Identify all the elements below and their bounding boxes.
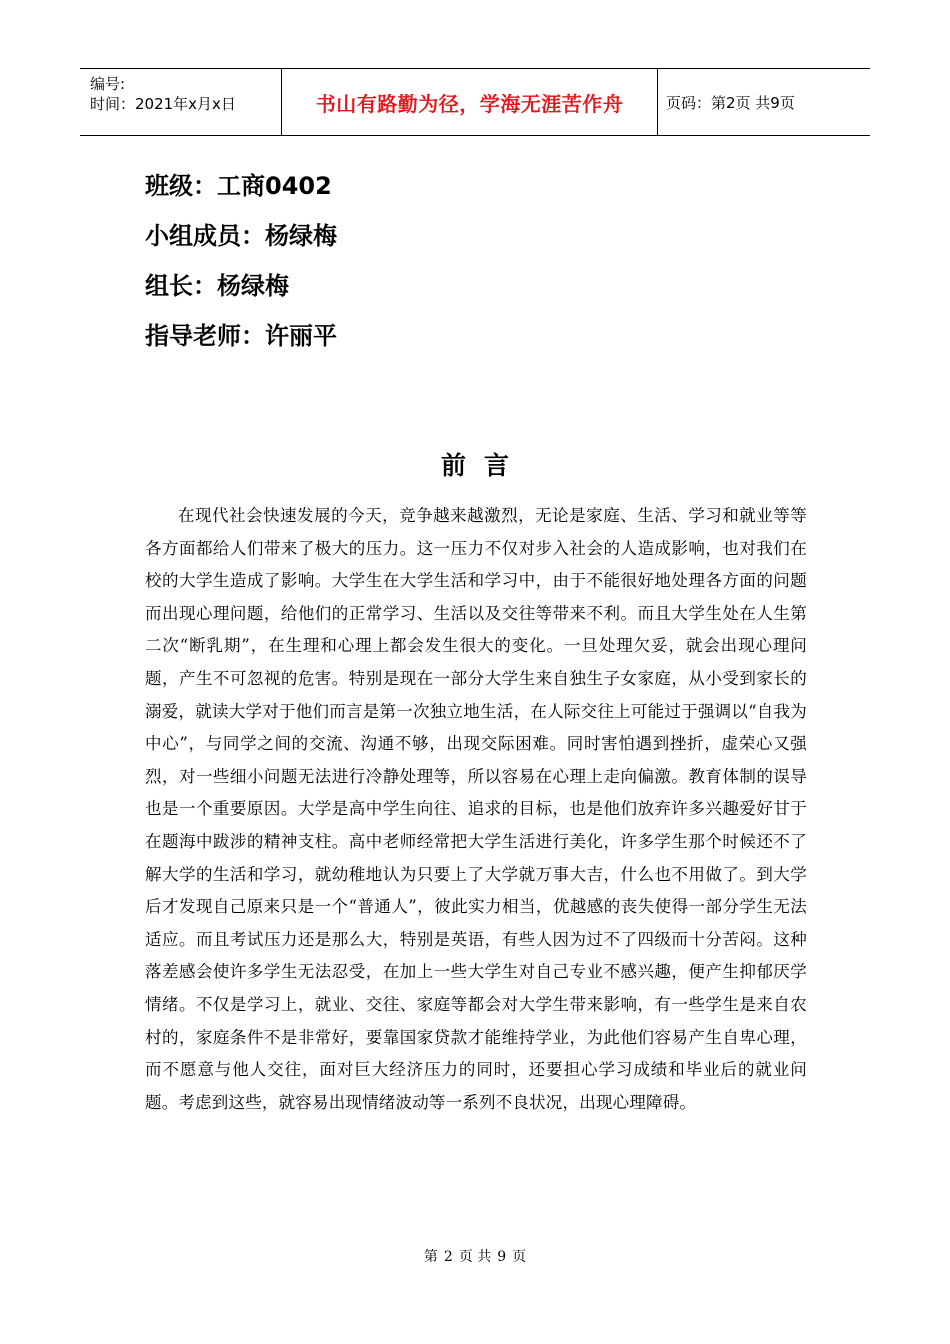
header-page-code: 页码：第2页 共9页 bbox=[666, 93, 795, 112]
advisor-line: 指导老师：许丽平 bbox=[145, 322, 337, 350]
footer-page-mid: 页 共 bbox=[458, 1249, 492, 1265]
header-meta-cell bbox=[80, 69, 281, 135]
section-title: 前言 bbox=[440, 451, 527, 480]
header-page-cell bbox=[658, 69, 870, 135]
preface-paragraph: 在现代社会快速发展的今天，竞争越来越激烈，无论是家庭、生活、学习和就业等等各方面都给人们带来了极大的压力。这一压力不仅对步入社会的人造成影响，也对我们在校的大学生造成了影响。大学生在大学生活和学习中，由于不能很好地处理各方面的问题而出现心理问题，给他们的正常学习、生活以及交往等带来不利。而且大学生处在人生第二次“断乳期”，在生理和心理上都会发生很大的变化。一旦处理欠妥，就会出现心理问题，产生不可忽视的危害。特别是现在一部分大学生来自独生子女家庭，从小受到家长的溺爱，就读大学对于他们而言是第一次独立地生活，在人际交往上可能过于强调以“自我为中心”，与同学之间的交流、沟通不够，出现交际困难。同时害怕遇到挫折，虚荣心又强烈，对一些细小问题无法进行冷静处理等，所以容易在心理上走向偏激。教育体制的误导也是一个重要原因。大学是高中学生向往、追求的目标，也是他们放弃许多兴趣爱好甘于在题海中跋涉的精神支柱。高中老师经常把大学生活进行美化，许多学生那个时候还不了解大学的生活和学习，就幼稚地认为只要上了大学就万事大吉，什么也不用做了。到大学后才发现自己原来只是一个“普通人”，彼此实力相当，优越感的丧失使得一部分学生无法适应。而且考试压力还是那么大，特别是英语，有些人因为过不了四级而十分苦闷。这种落差感会使许多学生无法忍受，在加上一些大学生对自己专业不感兴趣，便产生抑郁厌学情绪。不仅是学习上，就业、交往、家庭等都会对大学生带来影响，有一些学生是来自农村的，家庭条件不是非常好，要靠国家贷款才能维持学业，为此他们容易产生自卑心理，而不愿意与他人交往，面对巨大经济压力的同时，还要担心学习成绩和毕业后的就业问题。考虑到这些，就容易出现情绪波动等一系列不良状况，出现心理障碍。 bbox=[145, 506, 807, 1112]
document-date-label: 时间：2021年x月x日 bbox=[90, 95, 236, 113]
document-number-label: 编号: bbox=[90, 75, 126, 93]
members-line: 小组成员：杨绿梅 bbox=[145, 222, 337, 250]
page-footer bbox=[0, 1246, 950, 1266]
footer-page-suffix: 页 bbox=[512, 1249, 527, 1265]
footer-page-prefix: 第 bbox=[423, 1249, 438, 1265]
info-block bbox=[145, 168, 337, 368]
class-line: 班级：工商0402 bbox=[145, 172, 332, 200]
header-motto-cell bbox=[281, 69, 658, 135]
footer-page-total: 9 bbox=[497, 1249, 507, 1265]
footer-page-current: 2 bbox=[443, 1249, 453, 1265]
header-motto: 书山有路勤为径，学海无涯苦作舟 bbox=[315, 91, 624, 116]
leader-line: 组长：杨绿梅 bbox=[145, 272, 289, 300]
header-table bbox=[80, 68, 870, 136]
